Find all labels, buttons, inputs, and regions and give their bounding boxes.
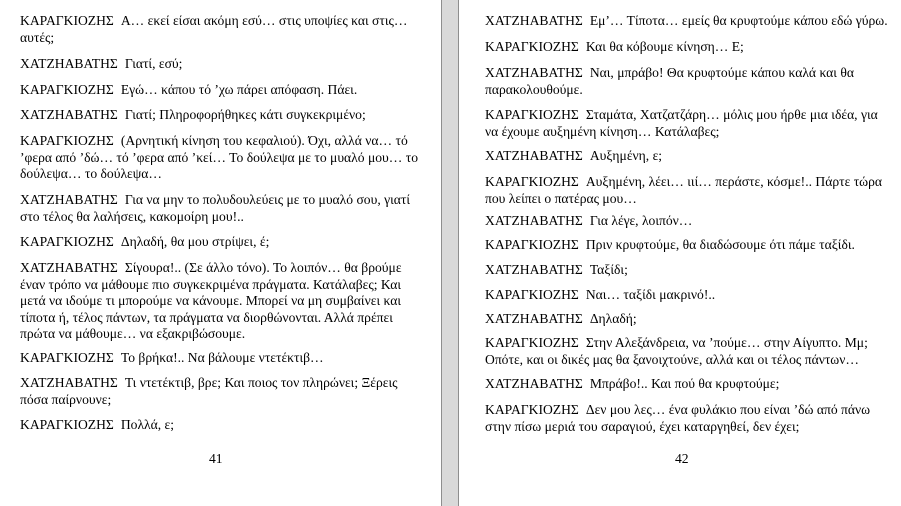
page-number: 41 xyxy=(209,451,223,466)
speaker-name: ΚΑΡΑΓΚΙΟΖΗΣ xyxy=(485,39,579,54)
speaker-name: ΧΑΤΖΗΑΒΑΤΗΣ xyxy=(20,375,118,390)
dialogue-line: Α… εκεί είσαι ακόμη εσύ… στις υποψίες και στις… xyxy=(120,13,408,28)
dialogue-line: έναν τρόπο να μάθουμε πιο συγκεκριμένα πράγματα. Κατάλαβες; Και xyxy=(20,276,402,292)
dialogue-line: Ναι… ταξίδι μακρινό!.. xyxy=(585,287,716,302)
speaker-name: ΚΑΡΑΓΚΙΟΖΗΣ xyxy=(485,402,579,417)
speaker-name: ΚΑΡΑΓΚΙΟΖΗΣ xyxy=(20,417,114,432)
dialogue-line: Δηλαδή; xyxy=(589,311,637,326)
dialogue-paragraph xyxy=(20,82,357,99)
dialogue-line: Για να μην το πολυδουλεύεις με το μυαλό σου, γιατί xyxy=(124,192,411,207)
dialogue-line: Δηλαδή, θα μου στρίψει, έ; xyxy=(120,234,270,249)
dialogue-line: Εμ’… Τίποτα… εμείς θα κρυφτούμε κάπου εδώ γύρω. xyxy=(589,13,888,28)
dialogue-line: μετά να ιδούμε τι μπορούμε να κάνουμε. Μπορεί να μη συμβαίνει και xyxy=(20,293,402,308)
speaker-name: ΚΑΡΑΓΚΙΟΖΗΣ xyxy=(485,287,579,302)
dialogue-line: παρακολουθούμε. xyxy=(485,81,583,97)
speaker-name: ΧΑΤΖΗΑΒΑΤΗΣ xyxy=(485,148,583,163)
dialogue-paragraph xyxy=(485,287,715,304)
dialogue-paragraph xyxy=(485,213,692,230)
dialogue-paragraph xyxy=(485,174,882,207)
dialogue-paragraph xyxy=(485,107,878,140)
dialogue-paragraph xyxy=(20,107,366,124)
dialogue-paragraph xyxy=(485,376,779,393)
speaker-name: ΧΑΤΖΗΑΒΑΤΗΣ xyxy=(20,192,118,207)
dialogue-line: αυτές; xyxy=(20,29,55,45)
dialogue-line: να έχουμε αυξημένη κίνηση… Κατάλαβες; xyxy=(485,123,720,139)
dialogue-paragraph xyxy=(20,375,397,408)
dialogue-line: Και θα κόβουμε κίνηση… Ε; xyxy=(585,39,744,54)
speaker-name: ΚΑΡΑΓΚΙΟΖΗΣ xyxy=(20,234,114,249)
page-number: 42 xyxy=(675,451,689,466)
speaker-name: ΚΑΡΑΓΚΙΟΖΗΣ xyxy=(485,237,579,252)
dialogue-line: Αυξημένη, ε; xyxy=(589,148,663,163)
page-41 xyxy=(0,0,441,506)
speaker-name: ΧΑΤΖΗΑΒΑΤΗΣ xyxy=(485,262,583,277)
speaker-name: ΧΑΤΖΗΑΒΑΤΗΣ xyxy=(485,65,583,80)
dialogue-paragraph xyxy=(20,56,182,73)
dialogue-paragraph xyxy=(20,133,418,183)
speaker-name: ΧΑΤΖΗΑΒΑΤΗΣ xyxy=(20,260,118,275)
speaker-name: ΧΑΤΖΗΑΒΑΤΗΣ xyxy=(485,13,583,28)
dialogue-paragraph xyxy=(485,311,637,328)
dialogue-line: Στην Αλεξάνδρεια, να ’πούμε… στην Αίγυπτο. Μμ; xyxy=(585,335,868,350)
dialogue-line: Σταμάτα, Χατζατζάρη… μόλις μου ήρθε μια ιδέα, για xyxy=(585,107,878,122)
speaker-name: ΚΑΡΑΓΚΙΟΖΗΣ xyxy=(20,13,114,28)
dialogue-line: Γιατί; Πληροφορήθηκες κάτι συγκεκριμένο; xyxy=(124,107,366,122)
dialogue-line: Τι ντετέκτιβ, βρε; Και ποιος τον πληρώνει; Ξέρεις xyxy=(124,375,398,390)
speaker-name: ΚΑΡΑΓΚΙΟΖΗΣ xyxy=(20,133,114,148)
dialogue-line: στην πίσω μεριά του σαραγιού, έχει καταργηθεί, δεν έχει; xyxy=(485,418,800,434)
dialogue-paragraph xyxy=(485,262,628,279)
dialogue-line: δούλεψα… το δούλεψα… xyxy=(20,166,162,181)
dialogue-paragraph xyxy=(20,260,402,343)
dialogue-paragraph xyxy=(20,192,410,225)
dialogue-paragraph xyxy=(20,13,407,46)
dialogue-line: Ναι, μπράβο! Θα κρυφτούμε κάπου καλά και θα xyxy=(589,65,854,80)
speaker-name: ΧΑΤΖΗΑΒΑΤΗΣ xyxy=(485,311,583,326)
speaker-name: ΧΑΤΖΗΑΒΑΤΗΣ xyxy=(485,213,583,228)
dialogue-line: στο τέλος θα λαλήσεις, κακομοίρη μου!.. xyxy=(20,208,244,224)
dialogue-line: (Αρνητική κίνηση του κεφαλιού). Όχι, αλλά να… τό xyxy=(120,133,408,148)
dialogue-line: Γιατί, εσύ; xyxy=(124,56,183,71)
dialogue-paragraph xyxy=(485,65,854,98)
speaker-name: ΚΑΡΑΓΚΙΟΖΗΣ xyxy=(20,82,114,97)
dialogue-paragraph xyxy=(485,39,744,56)
dialogue-line: τίποτα ή, τέλος πάντων, τα πράγματα να διορθώνονται. Αλλά πρέπει xyxy=(20,309,393,325)
dialogue-line: Για λέγε, λοιπόν… xyxy=(589,213,693,228)
dialogue-line: Πριν κρυφτούμε, θα διαδώσουμε ότι πάμε ταξίδι. xyxy=(585,237,855,252)
speaker-name: ΧΑΤΖΗΑΒΑΤΗΣ xyxy=(485,376,583,391)
dialogue-line: πόσα παίρνουνε; xyxy=(20,391,112,407)
dialogue-line: Αυξημένη, λέει… ιιί… περάστε, κόσμε!.. Πάρτε τώρα xyxy=(585,174,883,189)
dialogue-line: Πολλά, ε; xyxy=(120,417,175,432)
speaker-name: ΧΑΤΖΗΑΒΑΤΗΣ xyxy=(20,107,118,122)
dialogue-paragraph xyxy=(485,237,855,254)
dialogue-paragraph xyxy=(485,148,662,165)
dialogue-paragraph xyxy=(485,335,868,368)
dialogue-line: Μπράβο!.. Και πού θα κρυφτούμε; xyxy=(589,376,780,391)
speaker-name: ΚΑΡΑΓΚΙΟΖΗΣ xyxy=(485,335,579,350)
speaker-name: ΧΑΤΖΗΑΒΑΤΗΣ xyxy=(20,56,118,71)
page-gutter xyxy=(441,0,459,506)
dialogue-line: Εγώ… κάπου τό ’χω πάρει απόφαση. Πάει. xyxy=(120,82,358,97)
dialogue-paragraph xyxy=(20,234,269,251)
dialogue-line: που λείπει ο πατέρας μου… xyxy=(485,190,637,206)
dialogue-line: Το βρήκα!.. Να βάλουμε ντετέκτιβ… xyxy=(120,350,324,365)
dialogue-line: Ταξίδι; xyxy=(589,262,628,277)
speaker-name: ΚΑΡΑΓΚΙΟΖΗΣ xyxy=(20,350,114,365)
speaker-name: ΚΑΡΑΓΚΙΟΖΗΣ xyxy=(485,174,579,189)
dialogue-line: πρώτα να μάθουμε… να εξακριβώσουμε. xyxy=(20,326,246,341)
dialogue-paragraph xyxy=(485,13,888,30)
dialogue-line: Δεν μου λες… ένα φυλάκιο που είναι ’δώ από πάνω xyxy=(585,402,871,417)
dialogue-line: ’φερα από ’δώ… τό ’φερα από ’κεί… Το δούλεψα με το μυαλό μου… το xyxy=(20,149,419,165)
dialogue-line: Σίγουρα!.. (Σε άλλο τόνο). Το λοιπόν… θα βρούμε xyxy=(124,260,402,275)
speaker-name: ΚΑΡΑΓΚΙΟΖΗΣ xyxy=(485,107,579,122)
dialogue-paragraph xyxy=(485,402,870,435)
page-42 xyxy=(459,0,901,506)
dialogue-line: Οπότε, και οι δικές μας θα ξανοιχτούνε, αλλά και οι τέλος πάντων… xyxy=(485,351,859,367)
dialogue-paragraph xyxy=(20,350,324,367)
dialogue-paragraph xyxy=(20,417,174,434)
